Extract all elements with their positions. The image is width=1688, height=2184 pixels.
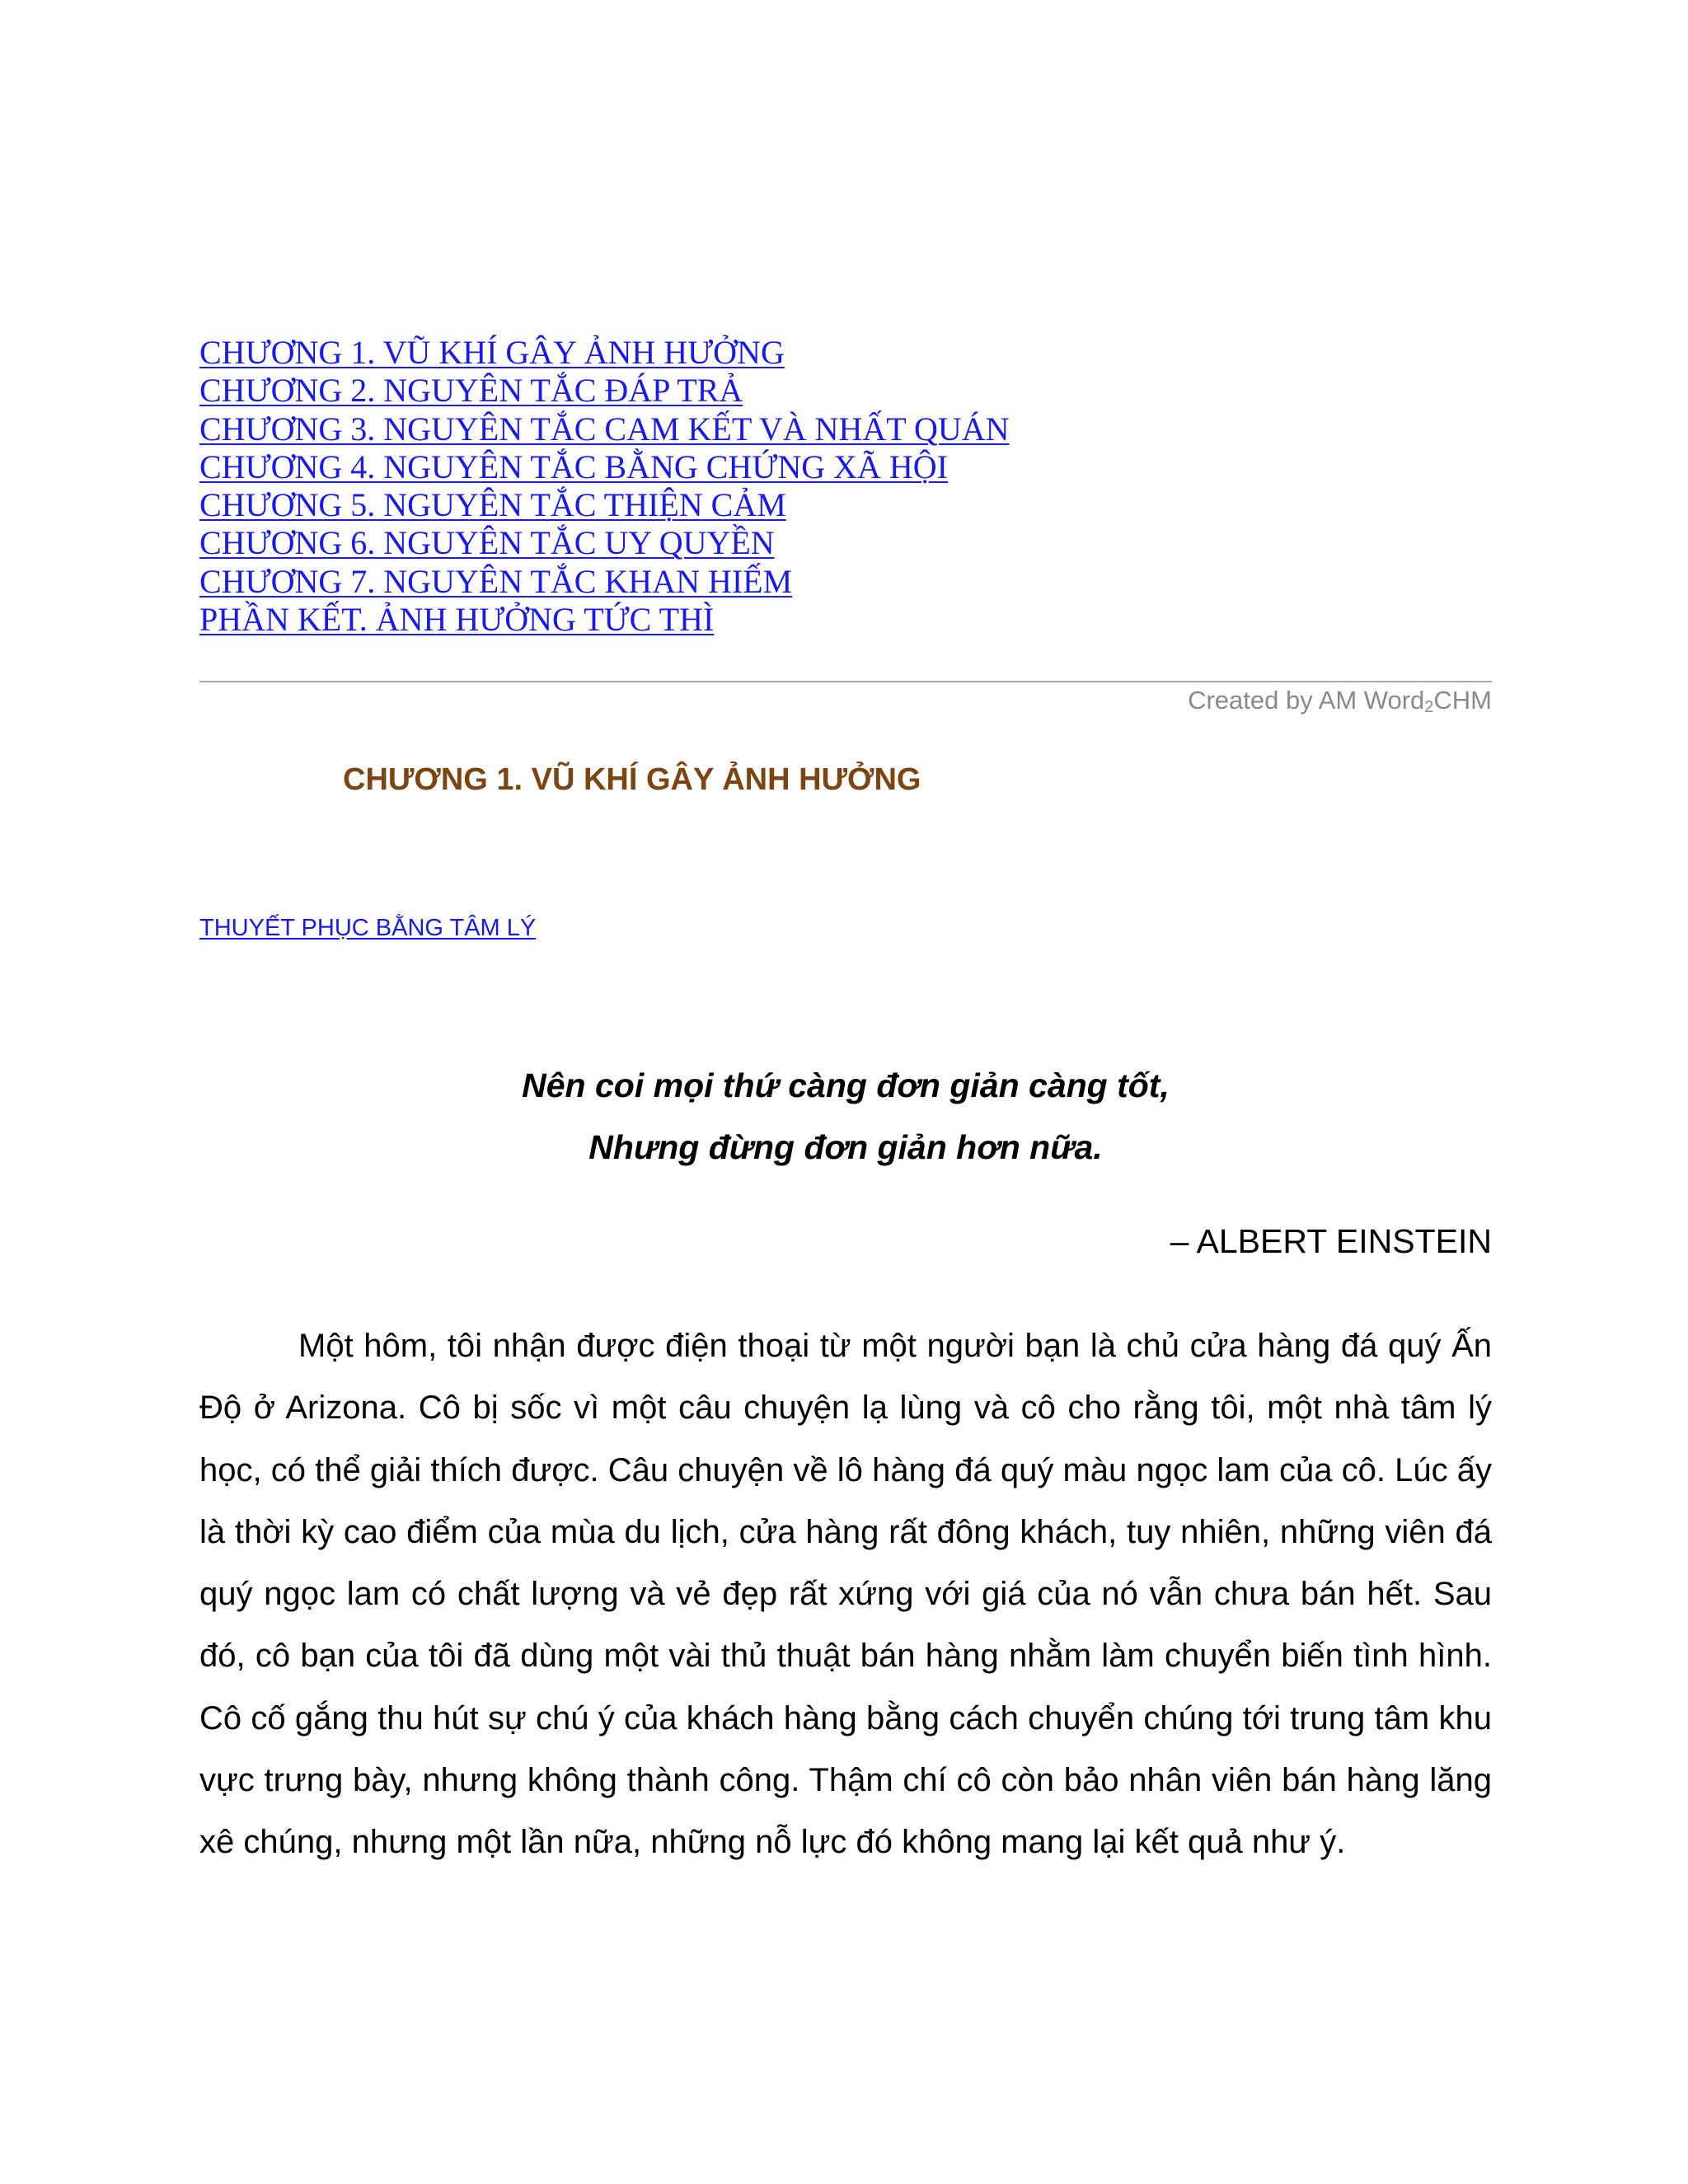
toc-item	[199, 448, 1492, 486]
created-by-credit	[1188, 681, 1492, 727]
toc-item	[199, 524, 1492, 562]
chapter-title: CHƯƠNG 1. VŨ KHÍ GÂY ẢNH HƯỞNG	[343, 762, 921, 797]
toc-item	[199, 372, 1492, 410]
toc-link-chapter-7[interactable]: CHƯƠNG 7. NGUYÊN TẮC KHAN HIẾM	[199, 562, 793, 600]
toc-link-chapter-3[interactable]: CHƯƠNG 3. NGUYÊN TẮC CAM KẾT VÀ NHẤT QUÁN	[199, 410, 1010, 448]
toc-link-chapter-1[interactable]: CHƯƠNG 1. VŨ KHÍ GÂY ẢNH HƯỞNG	[199, 334, 785, 371]
quote-author: – ALBERT EINSTEIN	[1170, 1222, 1492, 1260]
credit-suffix: CHM	[1433, 686, 1492, 715]
quote-line-1: Nên coi mọi thứ càng đơn giản càng tốt,	[522, 1066, 1170, 1104]
toc-link-conclusion[interactable]: PHẦN KẾT. ẢNH HƯỞNG TỨC THÌ	[199, 601, 715, 639]
table-of-contents	[199, 334, 1492, 639]
toc-item	[199, 563, 1492, 601]
toc-item	[199, 410, 1492, 448]
toc-item	[199, 334, 1492, 372]
toc-item	[199, 601, 1492, 639]
quote-line-2: Nhưng đừng đơn giản hơn nữa.	[588, 1128, 1103, 1166]
credit-prefix: Created by AM Word	[1188, 686, 1425, 715]
toc-link-chapter-5[interactable]: CHƯƠNG 5. NGUYÊN TẮC THIỆN CẢM	[199, 486, 786, 524]
toc-link-chapter-4[interactable]: CHƯƠNG 4. NGUYÊN TẮC BẰNG CHỨNG XÃ HỘI	[199, 448, 948, 485]
body-paragraph: Một hôm, tôi nhận được điện thoại từ một người bạn là chủ cửa hàng đá quý Ấn Độ ở Arizona. Cô bị sốc vì một câu chuyện lạ lùng và cô cho rằng tôi, một nhà tâm lý học, có thể giải thích được. Câu chuyện về lô hàng đá quý màu ngọc lam của cô. Lúc ấy là thời kỳ cao điểm của mùa du lịch, cửa hàng rất đông khách, tuy nhiên, những viên đá quý ngọc lam có chất lượng và vẻ đẹp rất xứng với giá của nó vẫn chưa bán hết. Sau đó, cô bạn của tôi đã dùng một vài thủ thuật bán hàng nhằm làm chuyển biến tình hình. Cô cố gắng thu hút sự chú ý của khách hàng bằng cách chuyển chúng tới trung tâm khu vực trưng bày, nhưng không thành công. Thậm chí cô còn bảo nhân viên bán hàng lăng xê chúng, nhưng một lần nữa, những nỗ lực đó không mang lại kết quả như ý.	[199, 1328, 1492, 1861]
toc-item	[199, 486, 1492, 524]
epigraph-quote	[199, 1055, 1492, 1179]
toc-link-chapter-2[interactable]: CHƯƠNG 2. NGUYÊN TẮC ĐÁP TRẢ	[199, 372, 743, 410]
toc-link-chapter-6[interactable]: CHƯƠNG 6. NGUYÊN TẮC UY QUYỀN	[199, 524, 775, 562]
section-link-persuasion[interactable]: THUYẾT PHỤC BẰNG TÂM LÝ	[199, 915, 537, 941]
credit-subscript: 2	[1424, 698, 1434, 716]
